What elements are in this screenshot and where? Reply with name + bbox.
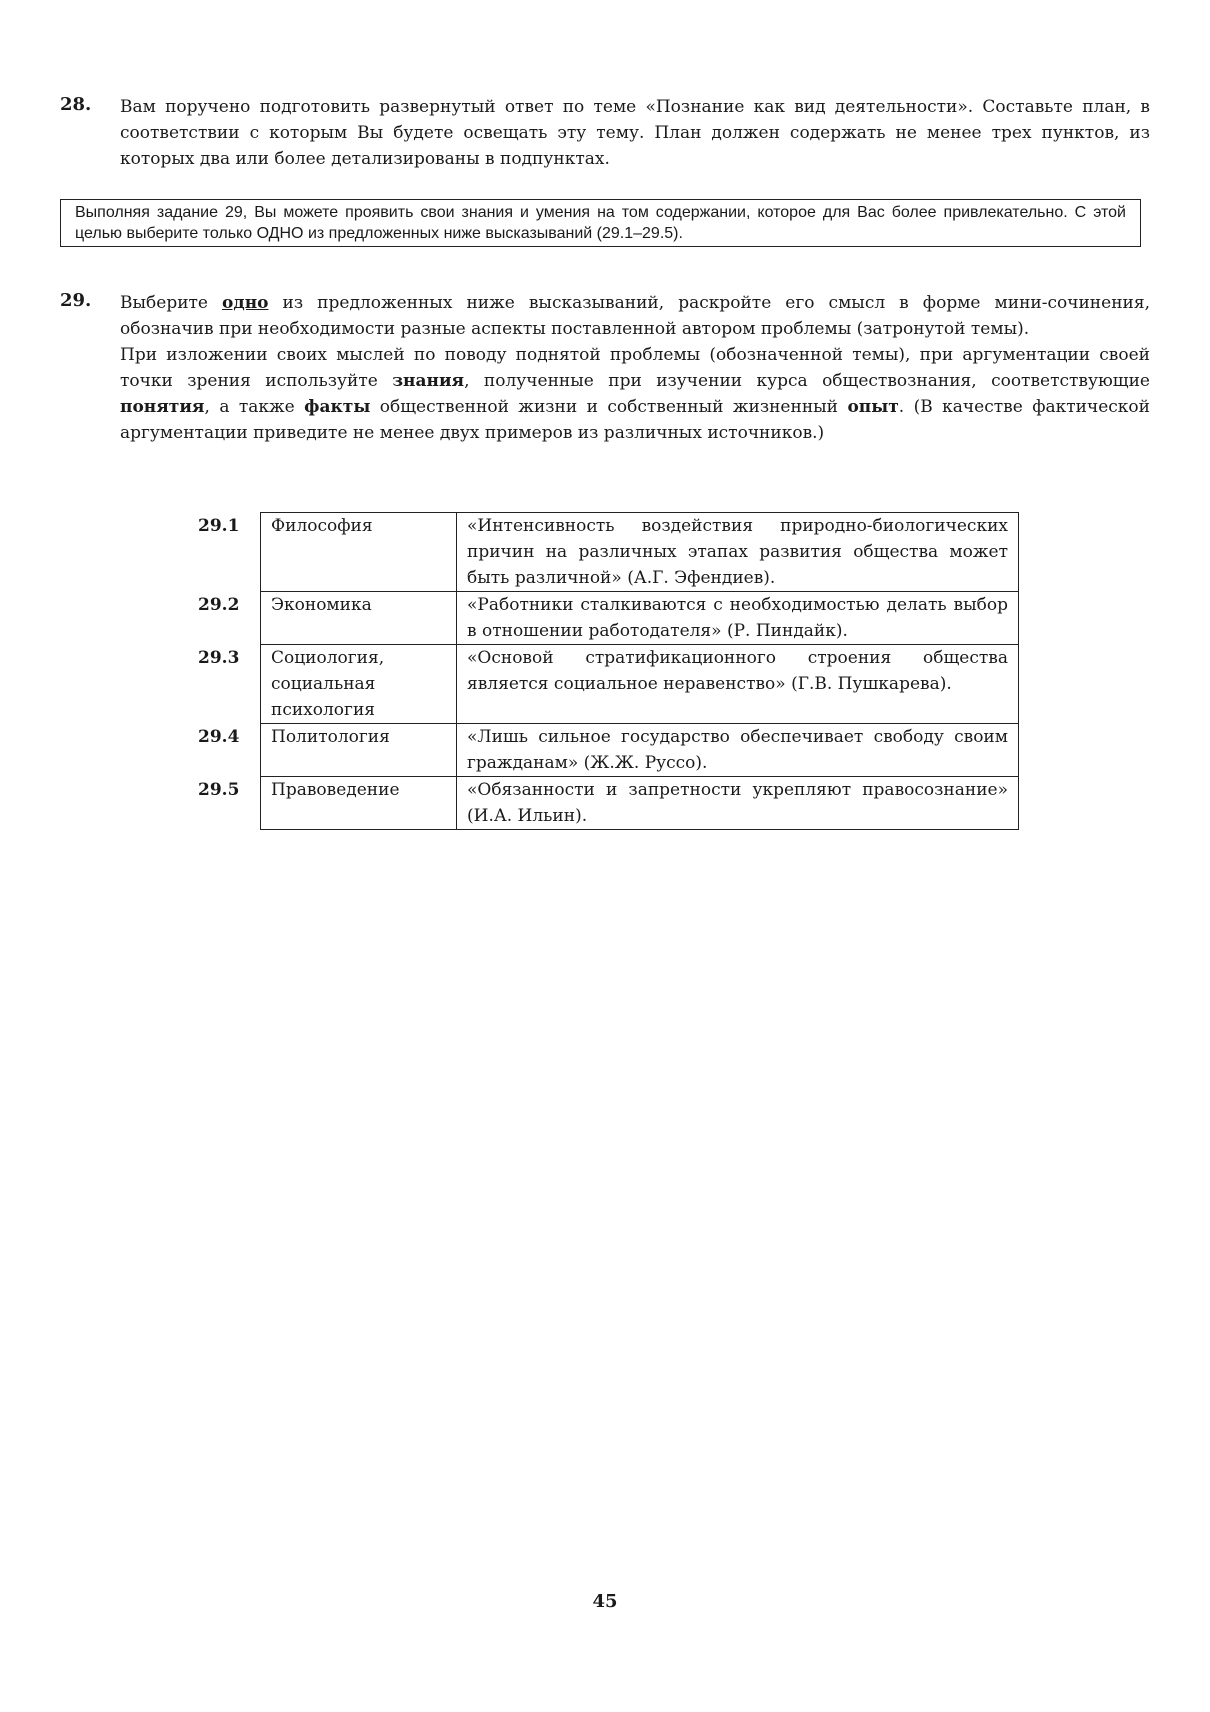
- option-quote: «Основой стратификационного строения общества является социальное неравенство» (Г.В. Пушкарева).: [457, 645, 1019, 724]
- table-row: [186, 724, 1019, 777]
- table-row: [186, 513, 1019, 592]
- option-subject: Экономика: [261, 592, 457, 645]
- option-number: 29.1: [198, 515, 240, 536]
- option-number: 29.5: [198, 779, 240, 800]
- option-quote: «Интенсивность воздействия природно-биологических причин на различных этапах развития общества может быть различной» (А.Г. Эфендиев).: [457, 513, 1019, 592]
- instruction-notice-text: Выполняя задание 29, Вы можете проявить свои знания и умения на том содержании, которое для Вас более привлекательно. С этой целью выберите только ОДНО из предложенных ниже высказываний (29.1–29.5).: [75, 204, 1126, 242]
- task-29-p1-start: Выберите: [120, 293, 223, 313]
- option-quote: «Работники сталкиваются с необходимостью делать выбор в отношении работодателя» (Р. Пиндайк).: [457, 592, 1019, 645]
- task-29-number: 29.: [60, 290, 92, 311]
- task-29-p2-part: . (В качестве фактической аргументации приведите не менее двух примеров из различных источников.): [120, 397, 1151, 443]
- task-29-p2-part: общественной жизни и собственный жизненный: [370, 397, 848, 417]
- option-subject: Правоведение: [261, 777, 457, 830]
- option-number: 29.3: [198, 647, 240, 668]
- task-29-p2-part: , а также: [204, 397, 305, 417]
- task-28: [60, 94, 1150, 172]
- task-29-p2-bold: знания: [392, 371, 465, 391]
- page-number: 45: [592, 1591, 618, 1612]
- task-28-number: 28.: [60, 94, 92, 115]
- statements-table: [186, 512, 1019, 830]
- task-29-p2-part: , полученные при изучении курса обществознания, соответствующие: [464, 371, 1150, 391]
- option-quote: «Обязанности и запретности укрепляют правосознание» (И.А. Ильин).: [457, 777, 1019, 830]
- task-28-text: Вам поручено подготовить развернутый ответ по теме «Познание как вид деятельности». Составьте план, в соответствии с которым Вы будете освещать эту тему. План должен содержать не менее трех пунктов, из которых два или более детализированы в подпунктах.: [120, 97, 1150, 169]
- option-subject: Философия: [261, 513, 457, 592]
- option-number: 29.4: [198, 726, 240, 747]
- task-29-p2-part: При изложении своих мыслей по поводу поднятой проблемы (обозначенной темы), при аргументации своей точки зрения используйте: [120, 345, 1150, 391]
- task-29-p2-bold: факты: [304, 397, 371, 417]
- option-subject: Социология, социальная психология: [261, 645, 457, 724]
- task-29-p2-bold: опыт: [847, 397, 899, 417]
- table-row: [186, 645, 1019, 724]
- task-29: [60, 290, 1150, 446]
- task-29-p1-end: из предложенных ниже высказываний, раскройте его смысл в форме мини-сочинения, обозначив при необходимости разные аспекты поставленной автором проблемы (затронутой темы).: [120, 293, 1150, 339]
- task-29-paragraph-2: [120, 342, 1150, 446]
- option-quote: «Лишь сильное государство обеспечивает свободу своим гражданам» (Ж.Ж. Руссо).: [457, 724, 1019, 777]
- table-row: [186, 592, 1019, 645]
- task-29-paragraph-1: [120, 290, 1150, 342]
- task-29-p1-underlined: одно: [222, 293, 269, 313]
- instruction-notice-box: [60, 199, 1141, 247]
- table-row: [186, 777, 1019, 830]
- option-number: 29.2: [198, 594, 240, 615]
- option-subject: Политология: [261, 724, 457, 777]
- task-29-p2-bold: понятия: [120, 397, 205, 417]
